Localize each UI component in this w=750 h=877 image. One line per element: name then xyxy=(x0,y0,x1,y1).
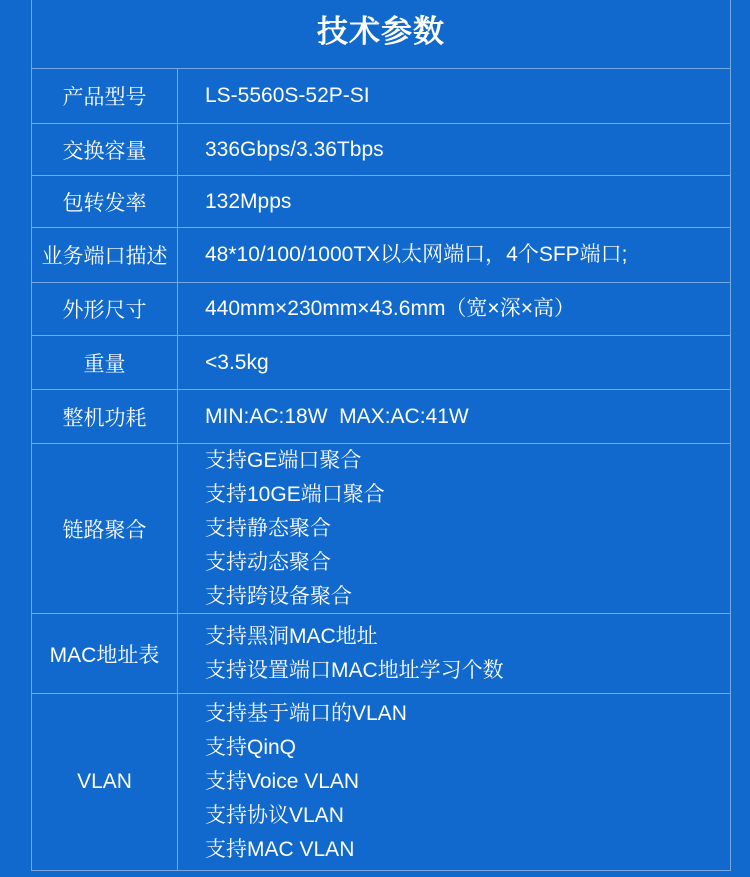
table-row-weight xyxy=(32,335,730,389)
value-line: 支持黑洞MAC地址 xyxy=(205,624,378,648)
row-label: 业务端口描述 xyxy=(32,228,178,282)
row-value xyxy=(178,694,730,870)
row-value xyxy=(178,176,730,227)
row-label: 交换容量 xyxy=(32,124,178,175)
value-line: <3.5kg xyxy=(205,350,269,374)
value-line: 440mm×230mm×43.6mm（宽×深×高） xyxy=(205,297,575,320)
value-line: LS-5560S-52P-SI xyxy=(205,84,370,107)
value-line: 支持GE端口聚合 xyxy=(205,448,362,472)
table-row-port-description xyxy=(32,227,730,282)
table-row-vlan xyxy=(32,693,730,870)
value-line: 支持动态聚合 xyxy=(205,550,331,574)
row-label: VLAN xyxy=(32,694,178,870)
table-row-mac-address-table xyxy=(32,613,730,693)
row-value xyxy=(178,390,730,443)
table-row-link-aggregation xyxy=(32,443,730,613)
row-value xyxy=(178,69,730,123)
value-line: 336Gbps/3.36Tbps xyxy=(205,137,384,161)
value-line: 支持协议VLAN xyxy=(205,804,344,827)
row-label: 链路聚合 xyxy=(32,444,178,613)
row-label: 包转发率 xyxy=(32,176,178,227)
value-line: 支持设置端口MAC地址学习个数 xyxy=(205,658,504,682)
row-value xyxy=(178,336,730,389)
row-value xyxy=(178,124,730,175)
row-label: MAC地址表 xyxy=(32,614,178,693)
row-value xyxy=(178,228,730,282)
value-line: MIN:AC:18W MAX:AC:41W xyxy=(205,404,469,428)
table-row-power-consumption xyxy=(32,389,730,443)
value-line: 支持10GE端口聚合 xyxy=(205,482,385,506)
value-line: 支持MAC VLAN xyxy=(205,838,355,861)
table-row-product-model xyxy=(32,68,730,123)
value-line: 支持QinQ xyxy=(205,736,297,759)
value-line: 支持基于端口的VLAN xyxy=(205,702,407,725)
row-value xyxy=(178,614,730,693)
table-title: 技术参数 xyxy=(317,13,445,49)
row-value xyxy=(178,283,730,335)
table-row-switching-capacity xyxy=(32,123,730,175)
value-line: 48*10/100/1000TX以太网端口，4个SFP端口; xyxy=(205,243,628,266)
table-row-forwarding-rate xyxy=(32,175,730,227)
row-label: 外形尺寸 xyxy=(32,283,178,335)
table-row-dimensions xyxy=(32,282,730,335)
value-line: 132Mpps xyxy=(205,189,292,213)
value-line: 支持Voice VLAN xyxy=(205,770,360,793)
row-label: 整机功耗 xyxy=(32,390,178,443)
row-label: 产品型号 xyxy=(32,69,178,123)
row-label: 重量 xyxy=(32,336,178,389)
value-line: 支持跨设备聚合 xyxy=(205,584,352,608)
row-value xyxy=(178,444,730,613)
value-line: 支持静态聚合 xyxy=(205,516,331,540)
spec-table xyxy=(31,0,731,871)
